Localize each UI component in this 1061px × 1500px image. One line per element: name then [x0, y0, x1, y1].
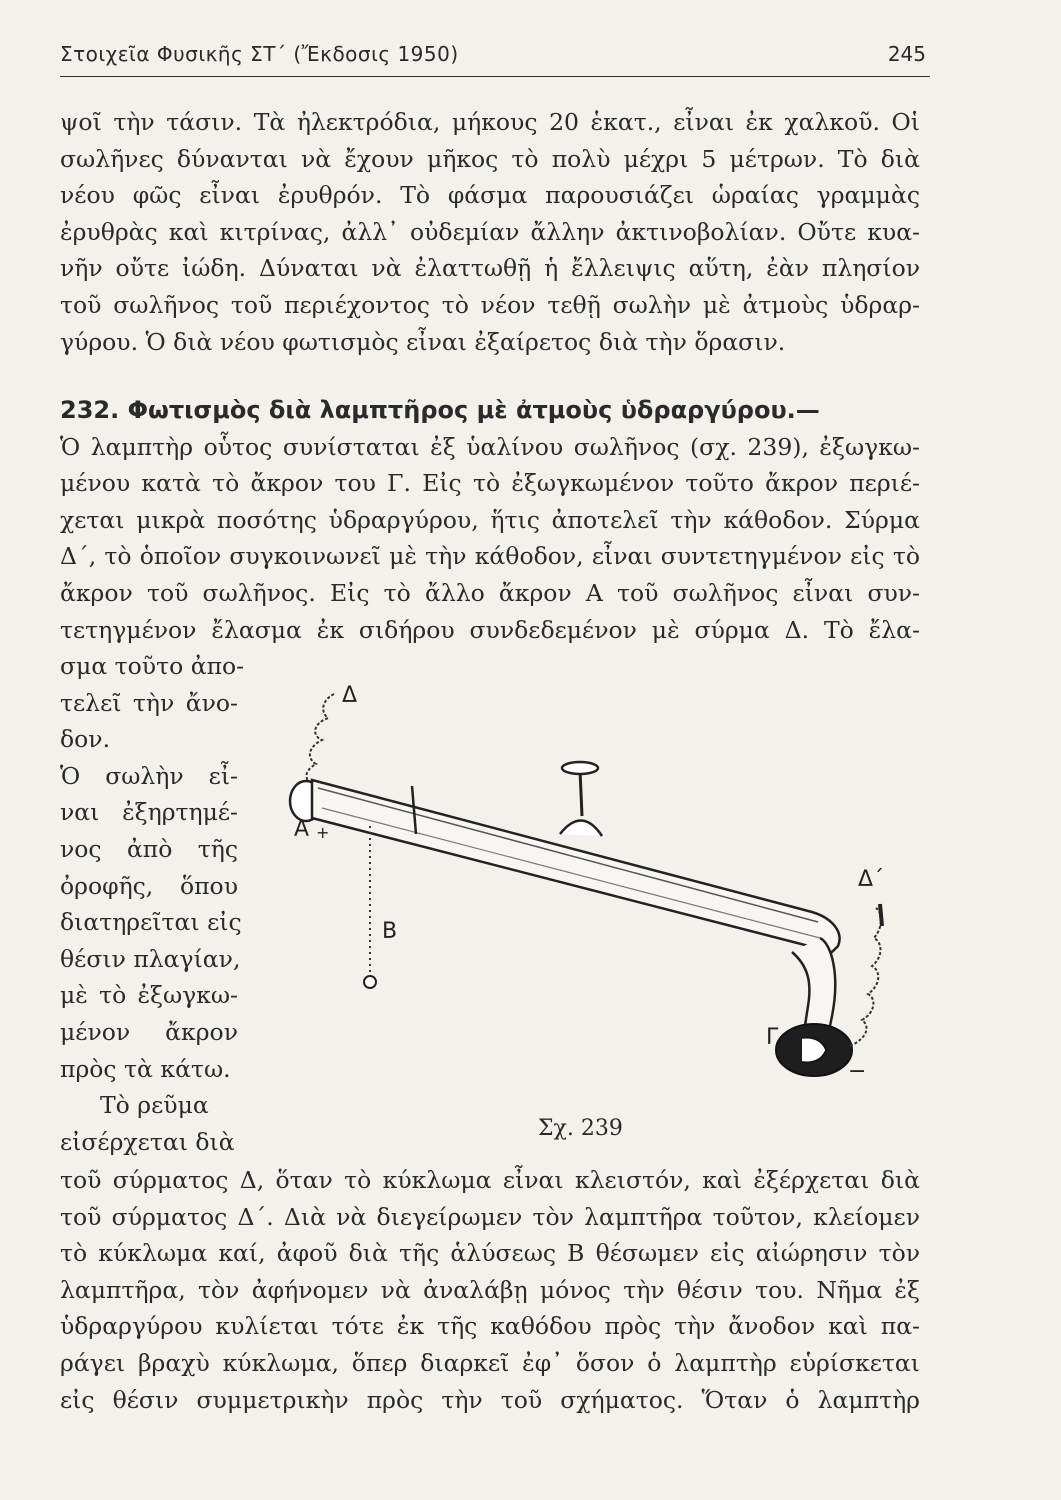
label-d-prime: Δ΄	[858, 867, 885, 892]
text-line: εἰσέρχεται διὰ	[60, 1127, 235, 1156]
running-header	[60, 36, 930, 77]
text-line: τοῦ σύρματος Δ΄. Διὰ νὰ διεγείρωμεν τὸν λαμπτῆρα τοῦτον, κλείομεν	[60, 1202, 920, 1231]
intro-paragraph	[60, 104, 920, 360]
section-heading: 232. Φωτισμὸς διὰ λαμπτῆρος μὲ ἀτμοὺς ὑδραργύρου.—	[60, 396, 820, 424]
mercury-lamp-figure	[272, 676, 912, 1096]
text-line: τοῦ σωλῆνος τοῦ περιέχοντος τὸ νέον τεθῇ σωλὴν μὲ ἀτμοὺς ὑδραρ-	[60, 290, 920, 319]
text-line: Δ΄, τὸ ὁποῖον συγκοινωνεῖ μὲ τὴν κάθοδον, εἶναι συντετηγμένον εἰς τὸ	[60, 542, 920, 571]
text-line: μένου κατὰ τὸ ἄκρον του Γ. Εἰς τὸ ἐξωγκωμένον τοῦτο ἄκρον περιέ-	[60, 469, 920, 498]
text-line: τελεῖ τὴν ἄνο-	[60, 688, 238, 717]
wire-d	[307, 694, 335, 786]
text-line: μένον ἄκρον	[60, 1017, 238, 1046]
text-line: δον.	[60, 725, 111, 754]
hanger	[580, 770, 582, 816]
text-line: ψοῖ τὴν τάσιν. Τὰ ἠλεκτρόδια, μήκους 20 ἑκατ., εἶναι ἐκ χαλκοῦ. Οἱ	[60, 108, 920, 136]
text-line: εἰς θέσιν συμμετρικὴν πρὸς τὴν τοῦ σχήματος. Ὅταν ὁ λαμπτὴρ	[60, 1385, 920, 1414]
wrapped-text-column	[60, 648, 245, 1160]
text-line: Ὁ σωλὴν εἶ-	[60, 761, 238, 790]
text-line: ναι ἐξηρτημέ-	[60, 798, 238, 827]
figure-caption: Σχ. 239	[538, 1116, 623, 1141]
text-line: ὀροφῆς, ὅπου	[60, 871, 238, 900]
wire-d-prime	[850, 908, 881, 1046]
label-d: Δ	[342, 683, 358, 708]
label-g: Γ	[766, 1025, 779, 1050]
text-line: χεται μικρὰ ποσότης ὑδραργύρου, ἥτις ἀποτελεῖ τὴν κάθοδον. Σύρμα	[60, 505, 920, 534]
text-line: Ὁ λαμπτὴρ οὗτος συνίσταται ἐξ ὑαλίνου σωλῆνος (σχ. 239), ἐξωγκω-	[60, 432, 920, 461]
text-line: πρὸς τὰ κάτω.	[60, 1054, 231, 1083]
page-number: 245	[887, 42, 926, 66]
label-a: Α	[294, 817, 310, 842]
text-line: νῆν οὔτε ἰώδη. Δύναται νὰ ἐλαττωθῇ ἡ ἔλλειψις αὕτη, ἐὰν πλησίον	[60, 254, 920, 283]
text-line: θέσιν πλαγίαν,	[60, 944, 241, 973]
closing-paragraph	[60, 1162, 920, 1418]
label-g-minus: −	[848, 1059, 867, 1084]
text-line: γύρου. Ὁ διὰ νέου φωτισμὸς εἶναι ἐξαίρετος διὰ τὴν ὅρασιν.	[60, 327, 786, 356]
text-line: μὲ τὸ ἐξωγκω-	[60, 981, 238, 1010]
header-title: Στοιχεῖα Φυσικῆς ΣΤ΄ (Ἔκδοσις 1950)	[60, 42, 459, 66]
label-a-plus: +	[316, 823, 330, 842]
text-line: σωλῆνες δύνανται νὰ ἔχουν μῆκος τὸ πολὺ μέχρι 5 μέτρων. Τὸ διὰ	[60, 144, 920, 173]
text-line: λαμπτῆρα, τὸν ἀφήνομεν νὰ ἀναλάβῃ μόνος τὴν θέσιν του. Νῆμα ἐξ	[60, 1275, 920, 1304]
section-232	[60, 392, 920, 648]
tube-bend	[792, 938, 835, 1036]
text-line: τετηγμένον ἔλασμα ἐκ σιδήρου συνδεδεμένον μὲ σύρμα Δ. Τὸ ἔλα-	[60, 615, 920, 644]
text-line: διατηρεῖται εἰς	[60, 908, 242, 937]
text-line: νος ἀπὸ τῆς	[60, 834, 238, 863]
text-line: ἄκρον τοῦ σωλῆνος. Εἰς τὸ ἄλλο ἄκρον Α τοῦ σωλῆνος εἶναι συν-	[60, 578, 920, 607]
label-b: Β	[382, 919, 398, 944]
text-line: τοῦ σύρματος Δ, ὅταν τὸ κύκλωμα εἶναι κλειστόν, καὶ ἐξέρχεται διὰ	[60, 1166, 920, 1194]
text-line: Τὸ ρεῦμα	[100, 1091, 209, 1120]
text-line: σμα τοῦτο ἀπο-	[60, 652, 245, 680]
text-line: ράγει βραχὺ κύκλωμα, ὅπερ διαρκεῖ ἐφ᾽ ὅσον ὁ λαμπτὴρ εὑρίσκεται	[60, 1348, 920, 1377]
text-line: ἐρυθρὰς καὶ κιτρίνας, ἀλλ᾽ οὐδεμίαν ἄλλην ἀκτινοβολίαν. Οὔτε κυα-	[60, 217, 920, 246]
text-line: νέου φῶς εἶναι ἐρυθρόν. Τὸ φάσμα παρουσιάζει ὡραίας γραμμὰς	[60, 181, 920, 210]
text-line: τὸ κύκλωμα καί, ἀφοῦ διὰ τῆς ἁλύσεως Β θέσωμεν εἰς αἰώρησιν τὸν	[60, 1239, 920, 1268]
text-line: ὑδραργύρου κυλίεται τότε ἐκ τῆς καθόδου πρὸς τὴν ἄνοδον καὶ πα-	[60, 1312, 920, 1341]
